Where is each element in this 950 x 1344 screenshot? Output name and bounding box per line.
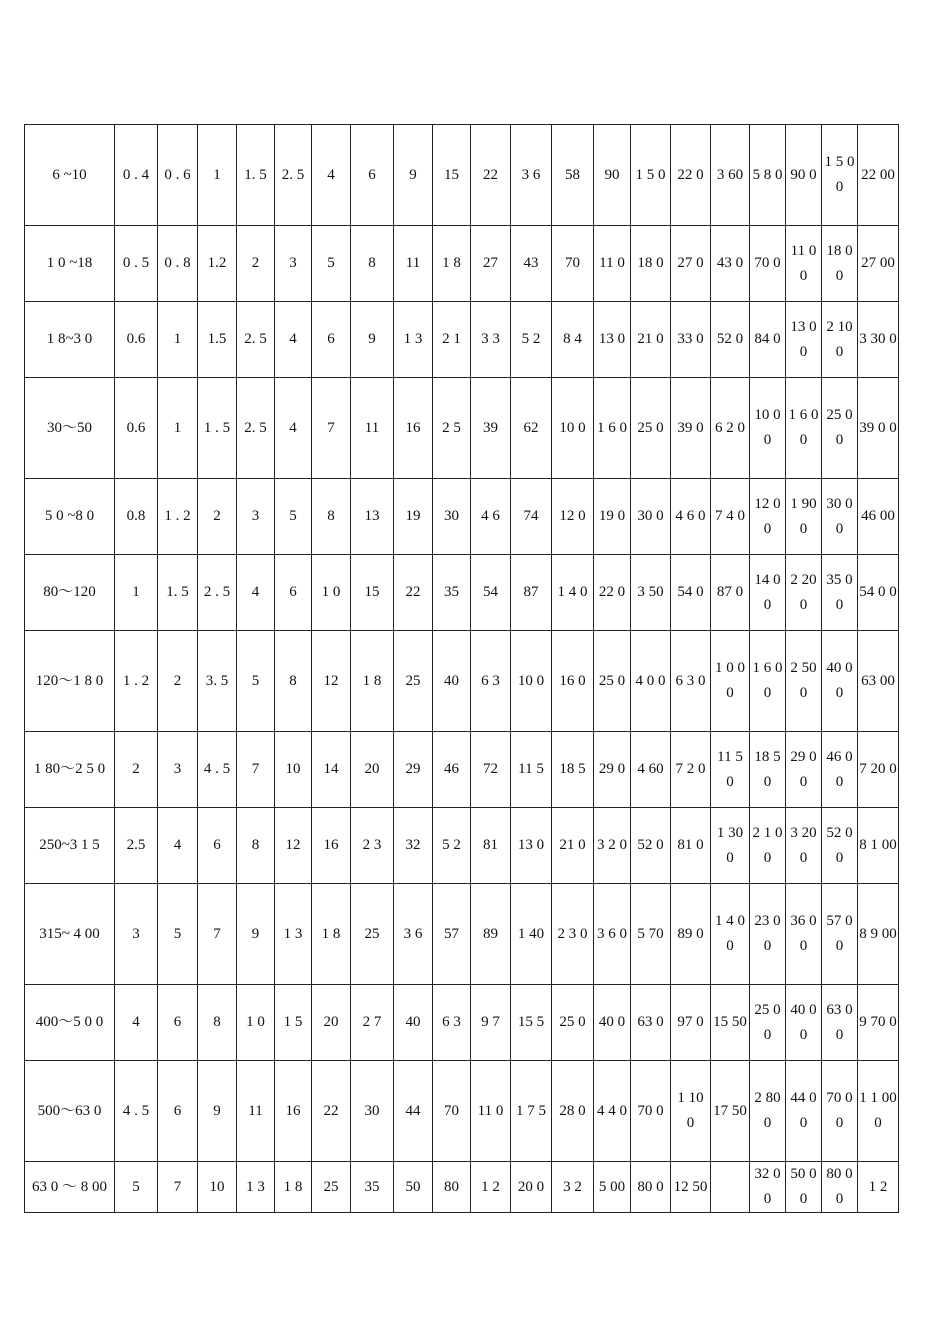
table-cell: 3 [275,226,312,302]
table-cell: 97 0 [671,985,711,1061]
table-cell: 40 00 [786,985,822,1061]
row-label: 400～5 0 0 [25,985,115,1061]
table-cell: 2 50 0 [786,631,822,732]
table-cell: 5 8 0 [750,125,786,226]
table-cell: 3 50 [631,555,671,631]
table-cell: 5 2 [511,302,552,378]
table-cell: 8 4 [552,302,594,378]
table-cell: 25 0 0 [822,378,858,479]
table-cell: 4 . 5 [198,732,237,808]
table-cell: 2. 5 [237,378,275,479]
table-cell: 1 0 [312,555,351,631]
table-cell: 19 [394,479,433,555]
table-cell: 15 [351,555,394,631]
table-cell: 11 [237,1061,275,1162]
table-cell: 29 [394,732,433,808]
table-cell: 39 0 [671,378,711,479]
table-cell: 11 [394,226,433,302]
table-cell: 1 30 0 [711,808,750,884]
table-cell: 0.6 [115,302,158,378]
table-cell: 1 90 0 [786,479,822,555]
table-cell: 25 [394,631,433,732]
table-cell: 2 3 0 [552,884,594,985]
table-cell: 8 [237,808,275,884]
table-cell: 18 50 [750,732,786,808]
table-cell: 10 0 [511,631,552,732]
table-cell: 0 . 8 [158,226,198,302]
table-cell: 35 [433,555,471,631]
table-cell: 1 8 [433,226,471,302]
table-cell: 5 2 [433,808,471,884]
table-cell: 2 [115,732,158,808]
table-cell: 7 [237,732,275,808]
table-cell: 4 60 [631,732,671,808]
table-cell: 4 0 0 [631,631,671,732]
table-cell: 19 0 [594,479,631,555]
table-cell: 0.6 [115,378,158,479]
table-cell: 11 0 [594,226,631,302]
table-cell: 1 . 5 [198,378,237,479]
table-cell: 40 00 [822,631,858,732]
table-cell: 1 8 [275,1162,312,1213]
table-cell: 32 00 [750,1162,786,1213]
table-cell: 30 [351,1061,394,1162]
table-cell: 1. 5 [158,555,198,631]
table-row [25,808,899,884]
table-cell: 12 [275,808,312,884]
table-cell: 20 [351,732,394,808]
table-cell: 13 0 [594,302,631,378]
table-cell: 2 20 0 [786,555,822,631]
table-cell: 1 40 [511,884,552,985]
table-cell: 1 [115,555,158,631]
table-cell: 22 0 [594,555,631,631]
row-label: 1 80～2 5 0 [25,732,115,808]
row-label: 80～120 [25,555,115,631]
table-cell: 3 3 [471,302,511,378]
table-cell: 1 3 [275,884,312,985]
table-cell: 9 [394,125,433,226]
table-cell: 1 2 [471,1162,511,1213]
table-cell: 1 . 2 [115,631,158,732]
table-cell: 3 30 0 [858,302,899,378]
table-cell: 89 [471,884,511,985]
table-cell: 40 [433,631,471,732]
table-cell: 2. 5 [237,302,275,378]
table-cell: 1 8 [351,631,394,732]
table-cell: 16 [312,808,351,884]
table-cell: 4 4 0 [594,1061,631,1162]
table-cell: 29 0 [594,732,631,808]
table-cell: 1 [158,378,198,479]
table-row [25,985,899,1061]
row-label: 1 0 ~18 [25,226,115,302]
table-row [25,378,899,479]
table-cell: 57 [433,884,471,985]
table-cell: 70 0 [631,1061,671,1162]
table-cell: 80 0 [631,1162,671,1213]
table-cell: 2 10 0 [822,302,858,378]
table-cell: 9 [351,302,394,378]
table-cell: 15 [433,125,471,226]
table-cell: 2.5 [115,808,158,884]
table-cell: 0 . 4 [115,125,158,226]
table-row [25,125,899,226]
table-cell: 4 [312,125,351,226]
table-cell: 2 [237,226,275,302]
table-cell [711,1162,750,1213]
table-cell: 3 6 [394,884,433,985]
table-cell: 12 [312,631,351,732]
table-cell: 25 00 [750,985,786,1061]
table-cell: 6 [198,808,237,884]
table-cell: 72 [471,732,511,808]
table-cell: 9 7 [471,985,511,1061]
table-cell: 54 0 [671,555,711,631]
table-cell: 0 . 5 [115,226,158,302]
table-cell: 27 0 [671,226,711,302]
table-cell: 25 [312,1162,351,1213]
table-cell: 3 6 [511,125,552,226]
table-cell: 9 [198,1061,237,1162]
table-cell: 5 [237,631,275,732]
row-label: 315~ 4 00 [25,884,115,985]
row-label: 120～1 8 0 [25,631,115,732]
row-label: 6 ~10 [25,125,115,226]
table-cell: 30 [433,479,471,555]
table-cell: 1 6 0 0 [750,631,786,732]
table-cell: 2 5 [433,378,471,479]
table-cell: 14 [312,732,351,808]
table-cell: 43 [511,226,552,302]
table-cell: 84 0 [750,302,786,378]
table-cell: 74 [511,479,552,555]
table-cell: 7 [198,884,237,985]
table-cell: 12 0 [552,479,594,555]
table-row [25,1061,899,1162]
table-cell: 22 00 [858,125,899,226]
table-cell: 23 00 [750,884,786,985]
table-cell: 1 [158,302,198,378]
table-cell: 8 9 00 [858,884,899,985]
table-cell: 89 0 [671,884,711,985]
table-cell: 58 [552,125,594,226]
table-cell: 46 00 [858,479,899,555]
table-cell: 1 4 0 [552,555,594,631]
table-cell: 1 7 5 [511,1061,552,1162]
table-cell: 50 [394,1162,433,1213]
table-cell: 52 0 0 [822,808,858,884]
table-cell: 44 [394,1061,433,1162]
table-cell: 29 00 [786,732,822,808]
table-cell: 4 6 [471,479,511,555]
table-cell: 1 8 [312,884,351,985]
table-cell: 10 [275,732,312,808]
table-cell: 7 4 0 [711,479,750,555]
table-cell: 10 0 [552,378,594,479]
table-cell: 15 5 [511,985,552,1061]
row-label: 5 0 ~8 0 [25,479,115,555]
table-cell: 81 0 [671,808,711,884]
row-label: 1 8~3 0 [25,302,115,378]
table-cell: 7 [312,378,351,479]
table-cell: 14 00 [750,555,786,631]
table-cell: 8 [275,631,312,732]
table-cell: 1 0 [237,985,275,1061]
table-cell: 16 [394,378,433,479]
table-row [25,226,899,302]
table-cell: 16 [275,1061,312,1162]
table-cell: 5 70 [631,884,671,985]
table-cell: 52 0 [631,808,671,884]
table-cell: 20 0 [511,1162,552,1213]
table-cell: 1 1 00 0 [858,1061,899,1162]
table-cell: 1 [198,125,237,226]
table-cell: 63 0 [631,985,671,1061]
table-cell: 4 . 5 [115,1061,158,1162]
table-row [25,1162,899,1213]
table-cell: 5 [158,884,198,985]
table-cell: 1 6 0 0 [786,378,822,479]
table-cell: 46 [433,732,471,808]
table-cell: 3 20 0 [786,808,822,884]
table-cell: 6 [158,985,198,1061]
table-cell: 7 20 0 [858,732,899,808]
table-cell: 80 00 [822,1162,858,1213]
table-cell: 57 00 [822,884,858,985]
table-cell: 6 [275,555,312,631]
table-cell: 4 [115,985,158,1061]
table-cell: 2 . 5 [198,555,237,631]
table-cell: 4 [158,808,198,884]
table-cell: 3 60 [711,125,750,226]
table-cell: 27 00 [858,226,899,302]
table-cell: 25 0 [594,631,631,732]
table-cell: 54 [471,555,511,631]
table-cell: 1 3 [394,302,433,378]
table-cell: 18 5 [552,732,594,808]
table-cell: 27 [471,226,511,302]
table-cell: 90 0 [786,125,822,226]
table-cell: 43 0 [711,226,750,302]
table-cell: 70 [552,226,594,302]
table-cell: 1 5 0 [631,125,671,226]
table-cell: 10 00 [750,378,786,479]
table-cell: 3. 5 [198,631,237,732]
table-cell: 63 00 [822,985,858,1061]
table-cell: 1 . 2 [158,479,198,555]
table-cell: 11 5 [511,732,552,808]
table-cell: 25 0 [631,378,671,479]
table-cell: 28 0 [552,1061,594,1162]
table-cell: 3 2 0 [594,808,631,884]
table-cell: 18 0 [631,226,671,302]
table-cell: 40 0 [594,985,631,1061]
table-cell: 6 [351,125,394,226]
table-cell: 22 [312,1061,351,1162]
table-cell: 1 6 0 [594,378,631,479]
table-cell: 80 [433,1162,471,1213]
table-cell: 54 0 0 [858,555,899,631]
table-cell: 2. 5 [275,125,312,226]
table-cell: 6 [158,1061,198,1162]
table-cell: 6 3 [471,631,511,732]
table-row [25,884,899,985]
table-cell: 4 6 0 [671,479,711,555]
table-cell: 16 0 [552,631,594,732]
table-cell: 39 0 0 [858,378,899,479]
table-cell: 1 10 0 [671,1061,711,1162]
table-cell: 33 0 [671,302,711,378]
table-cell: 39 [471,378,511,479]
row-label: 500～63 0 [25,1061,115,1162]
table-cell: 2 [198,479,237,555]
table-row [25,631,899,732]
table-cell: 11 [351,378,394,479]
table-cell: 6 3 0 [671,631,711,732]
table-cell: 63 00 [858,631,899,732]
table-cell: 81 [471,808,511,884]
table-cell: 12 00 [750,479,786,555]
table-cell: 22 [394,555,433,631]
table-cell: 6 [312,302,351,378]
table-cell: 32 [394,808,433,884]
table-cell: 35 [351,1162,394,1213]
table-cell: 2 3 [351,808,394,884]
table-cell: 70 [433,1061,471,1162]
table-cell: 1 2 [858,1162,899,1213]
table-cell: 6 2 0 [711,378,750,479]
row-label: 30～50 [25,378,115,479]
table-cell: 3 [115,884,158,985]
table-cell: 25 0 [552,985,594,1061]
table-cell: 40 [394,985,433,1061]
table-cell: 1.5 [198,302,237,378]
table-cell: 21 0 [552,808,594,884]
table-cell: 13 00 [786,302,822,378]
table-cell: 11 00 [786,226,822,302]
table-cell: 2 7 [351,985,394,1061]
row-label: 63 0 ～ 8 00 [25,1162,115,1213]
table-cell: 1.2 [198,226,237,302]
table-cell: 11 5 0 [711,732,750,808]
table-cell: 1 3 [237,1162,275,1213]
table-cell: 20 [312,985,351,1061]
table-cell: 21 0 [631,302,671,378]
table-cell: 2 1 00 [750,808,786,884]
table-cell: 3 6 0 [594,884,631,985]
table-cell: 10 [198,1162,237,1213]
table-cell: 4 [237,555,275,631]
table-cell: 50 00 [786,1162,822,1213]
table-cell: 2 [158,631,198,732]
table-cell: 4 [275,378,312,479]
table-cell: 1. 5 [237,125,275,226]
table-cell: 22 [471,125,511,226]
table-cell: 25 [351,884,394,985]
table-cell: 9 [237,884,275,985]
table-cell: 5 00 [594,1162,631,1213]
table-cell: 2 1 [433,302,471,378]
table-cell: 46 00 [822,732,858,808]
table-cell: 3 2 [552,1162,594,1213]
table-cell: 70 0 0 [822,1061,858,1162]
table-cell: 17 50 [711,1061,750,1162]
table-cell: 6 3 [433,985,471,1061]
table-cell: 3 [158,732,198,808]
table-cell: 12 50 [671,1162,711,1213]
table-cell: 8 [198,985,237,1061]
table-row [25,302,899,378]
table-cell: 18 00 [822,226,858,302]
table-cell: 13 0 [511,808,552,884]
table-cell: 11 0 [471,1061,511,1162]
table-row [25,555,899,631]
tolerance-table [24,124,899,1213]
table-cell: 1 4 0 0 [711,884,750,985]
table-cell: 70 0 [750,226,786,302]
table-row [25,479,899,555]
table-cell: 5 [115,1162,158,1213]
table-cell: 8 1 00 [858,808,899,884]
table-cell: 30 00 [822,479,858,555]
table-cell: 8 [312,479,351,555]
table-cell: 5 [312,226,351,302]
table-cell: 0 . 6 [158,125,198,226]
table-cell: 87 [511,555,552,631]
table-cell: 44 0 0 [786,1061,822,1162]
table-cell: 52 0 [711,302,750,378]
table-row [25,732,899,808]
table-cell: 3 [237,479,275,555]
table-cell: 13 [351,479,394,555]
table-cell: 1 0 0 0 [711,631,750,732]
table-cell: 87 0 [711,555,750,631]
table-cell: 9 70 0 [858,985,899,1061]
table-cell: 62 [511,378,552,479]
table-cell: 15 50 [711,985,750,1061]
table-cell: 30 0 [631,479,671,555]
table-cell: 1 5 0 0 [822,125,858,226]
table-cell: 7 [158,1162,198,1213]
table-cell: 90 [594,125,631,226]
table-cell: 1 5 [275,985,312,1061]
table-cell: 7 2 0 [671,732,711,808]
table-cell: 2 80 0 [750,1061,786,1162]
table-cell: 22 0 [671,125,711,226]
table-cell: 35 00 [822,555,858,631]
table-cell: 8 [351,226,394,302]
row-label: 250~3 1 5 [25,808,115,884]
table-cell: 0.8 [115,479,158,555]
table-cell: 36 0 0 [786,884,822,985]
table-cell: 4 [275,302,312,378]
table-cell: 5 [275,479,312,555]
